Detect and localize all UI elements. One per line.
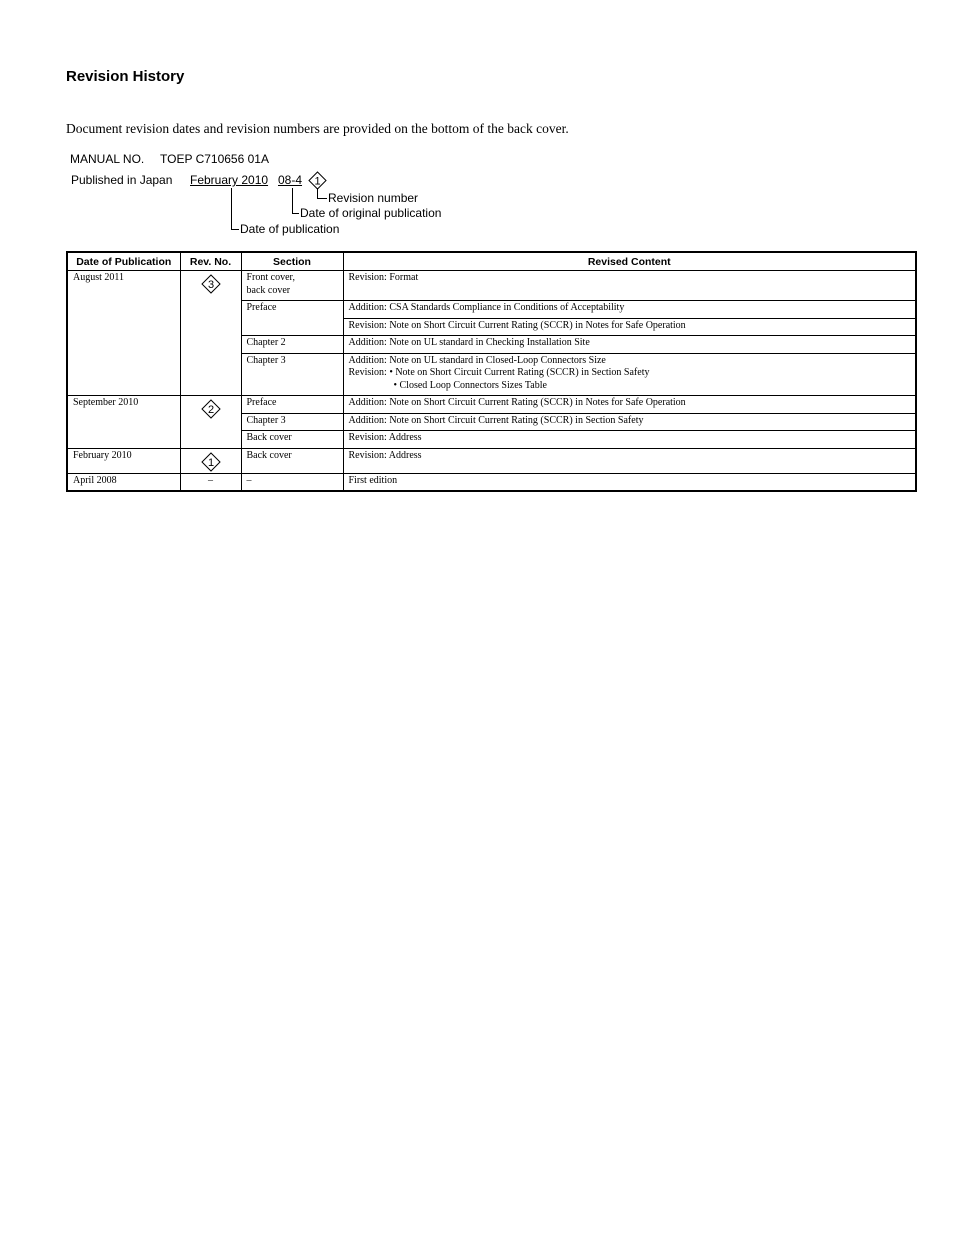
manual-no-value: TOEP C710656 01A	[160, 152, 269, 166]
table-row	[67, 396, 916, 414]
revision-diamond-icon	[201, 274, 221, 294]
publication-date: February 2010	[190, 173, 269, 187]
rev-cell	[180, 448, 241, 473]
svg-text:2: 2	[207, 404, 214, 416]
content-cell: First edition	[343, 473, 916, 491]
content-cell: Addition: CSA Standards Compliance in Conditions of Acceptability	[343, 301, 916, 319]
header-section: Section	[241, 252, 343, 271]
leader-revision-number	[317, 188, 327, 199]
content-cell: Revision: Address	[343, 448, 916, 473]
content-cell: Addition: Note on UL standard in Checking Installation Site	[343, 336, 916, 354]
content-cell: Addition: Note on Short Circuit Current Rating (SCCR) in Section Safety	[343, 413, 916, 431]
rev-cell: –	[180, 473, 241, 491]
content-cell: Revision: Format	[343, 271, 916, 301]
table-row	[67, 271, 916, 301]
revision-diamond-icon	[201, 452, 221, 472]
revision-diamond-icon	[201, 399, 221, 419]
table-row	[67, 473, 916, 491]
manual-no-label: MANUAL NO.	[70, 152, 145, 166]
header-rev: Rev. No.	[180, 252, 241, 271]
header-content: Revised Content	[343, 252, 916, 271]
content-cell: Revision: Address	[343, 431, 916, 449]
section-cell: Preface	[241, 396, 343, 414]
published-label: Published in Japan	[71, 173, 173, 187]
section-cell: Chapter 3	[241, 413, 343, 431]
publication-code: 08-4	[278, 173, 303, 187]
revision-diamond-number: 1	[314, 175, 321, 188]
label-original-publication: Date of original publication	[300, 206, 442, 220]
table-row	[67, 448, 916, 473]
date-cell: August 2011	[67, 271, 180, 396]
section-cell: Chapter 2	[241, 336, 343, 354]
label-date-publication: Date of publication	[240, 222, 340, 236]
section-cell: Back cover	[241, 431, 343, 449]
section-cell: Chapter 3	[241, 353, 343, 396]
leader-date-publication	[231, 188, 239, 230]
page-title: Revision History	[66, 68, 185, 85]
section-cell: Preface	[241, 301, 343, 336]
header-date: Date of Publication	[67, 252, 180, 271]
leader-original-publication	[292, 188, 299, 214]
rev-cell	[180, 396, 241, 449]
label-revision-number: Revision number	[328, 191, 419, 205]
section-cell: –	[241, 473, 343, 491]
section-cell: Front cover, back cover	[241, 271, 343, 301]
date-cell: September 2010	[67, 396, 180, 449]
content-cell: Addition: Note on Short Circuit Current Rating (SCCR) in Notes for Safe Operation	[343, 396, 916, 414]
rev-cell	[180, 271, 241, 396]
content-cell: Revision: Note on Short Circuit Current Rating (SCCR) in Notes for Safe Operation	[343, 318, 916, 336]
date-cell: February 2010	[67, 448, 180, 473]
content-cell: Addition: Note on UL standard in Closed-Loop Connectors Size Revision: • Note on Short Circuit Current Rating (SCCR) in Section Safety • Closed Loop Connectors Sizes Table	[343, 353, 916, 396]
intro-paragraph: Document revision dates and revision numbers are provided on the bottom of the back cover.	[66, 121, 569, 136]
revision-table	[66, 251, 917, 492]
svg-text:1: 1	[207, 456, 214, 469]
date-cell: April 2008	[67, 473, 180, 491]
svg-text:3: 3	[207, 279, 214, 291]
table-header-row	[67, 252, 916, 271]
section-cell: Back cover	[241, 448, 343, 473]
